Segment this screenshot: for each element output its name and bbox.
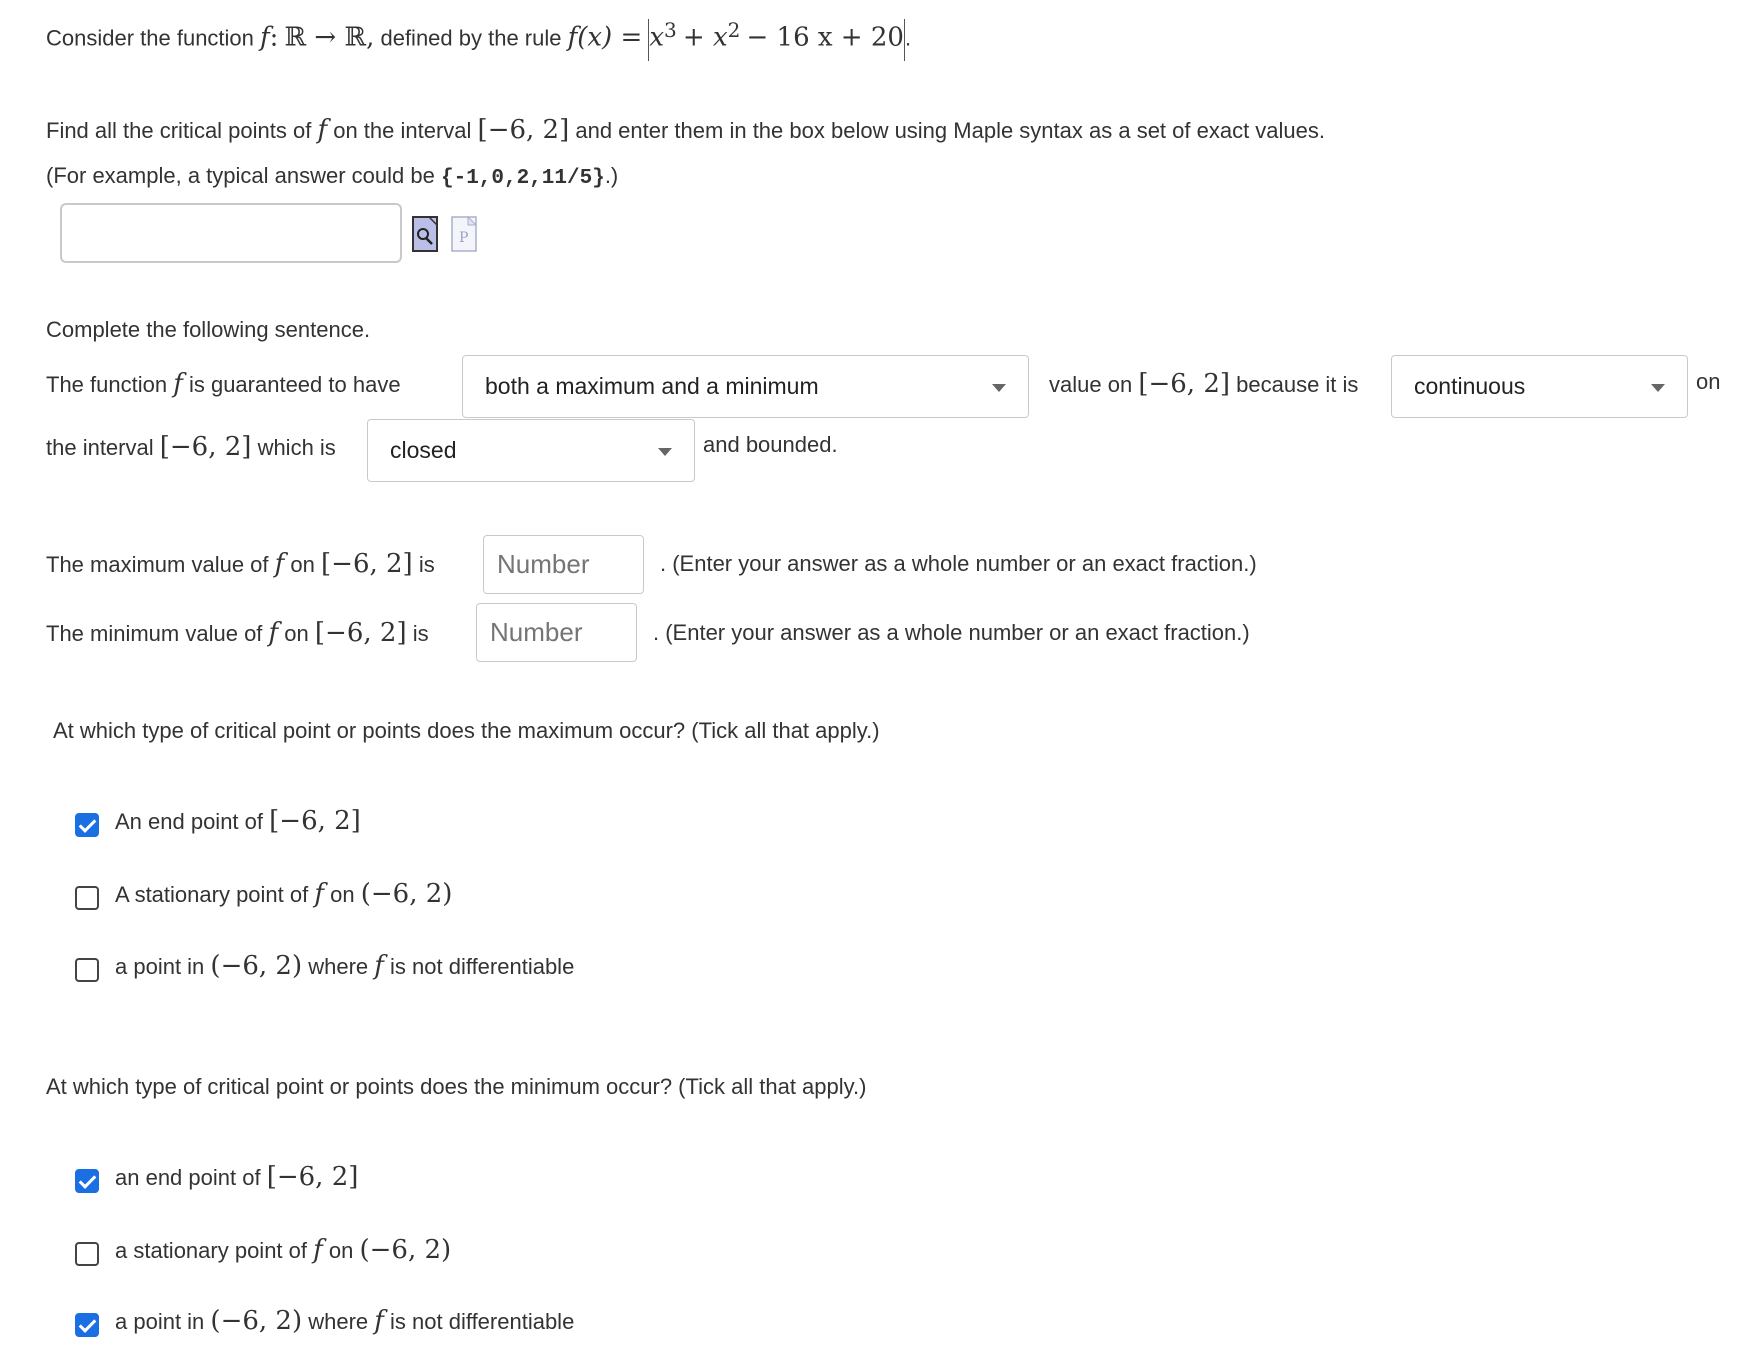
math-x3: x [649, 22, 665, 53]
svg-text:P: P [459, 230, 469, 246]
critical-points-input[interactable] [60, 203, 402, 263]
extremum-select[interactable] [462, 355, 1029, 418]
preview-icon[interactable] [412, 216, 438, 252]
continuity-select[interactable] [1391, 355, 1688, 418]
math-interval: [−6, 2] [269, 806, 361, 836]
sentence-part3: value on [1049, 372, 1133, 397]
continuity-select-value: continuous [1414, 373, 1526, 399]
max-option-nondiff [115, 951, 574, 981]
q1-text [46, 115, 1325, 145]
on-text: on [284, 621, 309, 646]
option-label: a point in [115, 954, 205, 979]
max-stationary-checkbox[interactable] [75, 886, 99, 910]
min-endpoint-checkbox[interactable] [75, 1169, 99, 1193]
math-f: f [374, 951, 384, 981]
sentence-line2 [46, 432, 336, 462]
min-stationary-checkbox[interactable] [75, 1242, 99, 1266]
on-text: on [328, 1238, 354, 1263]
intro-period: . [904, 25, 912, 51]
max-value-label [46, 549, 435, 579]
sentence-part8: and bounded. [703, 432, 838, 457]
q1-text-a: Find all the critical points of [46, 118, 312, 143]
chevron-down-icon [992, 384, 1006, 392]
is-text: is [412, 621, 429, 646]
math-open-interval: (−6, 2) [210, 951, 303, 981]
min-option-stationary [115, 1235, 451, 1265]
q1-example [46, 163, 618, 190]
sentence-part4: because it is [1236, 372, 1359, 397]
max-value-hint: . (Enter your answer as a whole number or an exact fraction.) [660, 551, 1257, 576]
option-label: an end point of [115, 1165, 261, 1190]
maple-help-icon[interactable] [451, 216, 477, 252]
max-option-endpoint [115, 806, 361, 836]
option-label: A stationary point of [115, 882, 309, 907]
option-tail: is not differentiable [390, 954, 575, 979]
min-option-endpoint [115, 1162, 358, 1192]
math-interval: [−6, 2] [159, 432, 252, 462]
math-f: f [374, 1306, 384, 1336]
math-plus-x2: + x [682, 22, 728, 53]
math-open-interval: (−6, 2) [210, 1306, 303, 1336]
math-open-interval: (−6, 2) [359, 1235, 452, 1265]
sentence-line1 [46, 369, 401, 399]
sentence-heading: Complete the following sentence. [46, 317, 371, 342]
math-interval: [−6, 2] [266, 1162, 359, 1192]
max-question-text: At which type of critical point or points does the maximum occur? (Tick all that apply.) [53, 718, 880, 743]
sentence-part6: the interval [46, 435, 154, 460]
min-value-hint: . (Enter your answer as a whole number or an exact fraction.) [653, 620, 1250, 645]
math-fx: f(x) = [567, 22, 643, 53]
min-option-nondiff [115, 1306, 574, 1336]
max-endpoint-checkbox[interactable] [75, 813, 99, 837]
math-interval: [−6, 2] [477, 115, 570, 145]
math-interval: [−6, 2] [321, 549, 413, 579]
math-exp2: 2 [727, 18, 741, 42]
min-label-text: The minimum value of [46, 621, 263, 646]
option-tail: is not differentiable [390, 1309, 575, 1334]
math-f: f [313, 1235, 323, 1265]
on-text: on [330, 882, 355, 907]
q1-text-c: and enter them in the box below using Maple syntax as a set of exact values. [575, 118, 1326, 143]
q1-text-b: on the interval [333, 118, 472, 143]
math-f: f [314, 879, 324, 909]
max-value-input[interactable] [483, 535, 644, 594]
math-colon: : [269, 22, 279, 53]
math-f: f [274, 549, 285, 579]
min-value-label [46, 618, 429, 648]
sentence-part7: which is [257, 435, 336, 460]
chevron-down-icon [1651, 384, 1665, 392]
math-interval: [−6, 2] [1138, 369, 1230, 399]
max-option-stationary [115, 879, 452, 909]
max-label-text: The maximum value of [46, 552, 269, 577]
min-nondiff-checkbox[interactable] [75, 1313, 99, 1337]
example-code: {-1,0,2,11/5} [440, 167, 605, 190]
math-rest: − 16 x + 20 [746, 22, 904, 53]
chevron-down-icon [658, 448, 672, 456]
math-f: f [268, 618, 279, 648]
example-close: .) [604, 163, 619, 188]
math-domain: ℝ → ℝ, [284, 22, 375, 53]
interval-type-select-value: closed [390, 437, 457, 463]
option-label: An end point of [115, 809, 264, 834]
math-f: f [317, 115, 328, 145]
intro-text: Consider the function [46, 25, 254, 51]
example-text: (For example, a typical answer could be [46, 163, 435, 188]
math-f: f [260, 22, 270, 53]
min-question-text: At which type of critical point or points does the minimum occur? (Tick all that apply.) [46, 1074, 867, 1099]
sentence-line1b [1049, 369, 1358, 399]
option-label: a stationary point of [115, 1238, 308, 1263]
max-nondiff-checkbox[interactable] [75, 958, 99, 982]
sentence-part5: on [1696, 369, 1721, 394]
rule-text: defined by the rule [380, 25, 562, 51]
on-text: on [290, 552, 315, 577]
math-open-interval: (−6, 2) [360, 879, 453, 909]
where-text: where [308, 954, 369, 979]
option-label: a point in [115, 1309, 205, 1334]
extremum-select-value: both a maximum and a minimum [485, 373, 819, 399]
where-text: where [308, 1309, 369, 1334]
math-f: f [173, 369, 183, 399]
intro-line [46, 18, 911, 61]
is-text: is [418, 552, 435, 577]
math-interval: [−6, 2] [314, 618, 407, 648]
sentence-part2: is guaranteed to have [188, 372, 401, 397]
math-exp3: 3 [664, 18, 677, 42]
sentence-part1: The function [46, 372, 168, 397]
min-value-input[interactable] [476, 603, 637, 662]
interval-type-select[interactable] [367, 419, 695, 482]
